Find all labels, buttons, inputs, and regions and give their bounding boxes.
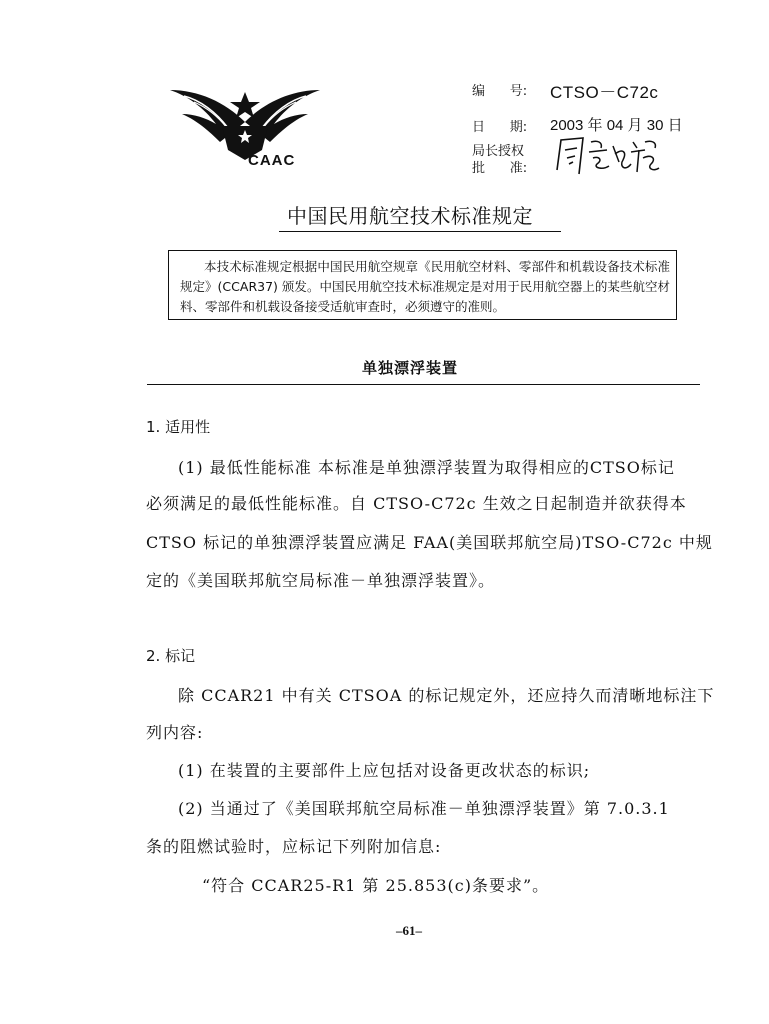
paragraph-line: “符合 CCAR25-R1 第 25.853(c)条要求”。 (202, 876, 550, 895)
paragraph-line: 条的阻燃试验时，应标记下列附加信息: (146, 837, 442, 856)
paragraph-line: 列内容: (146, 723, 204, 742)
intro-text: 本技术标准规定根据中国民用航空规章《民用航空材料、零部件和机载设备技术标准规定》(CCAR37) 颁发。中国民用航空技术标准规定是对用于民用航空器上的某些航空材料、零部件和机载设备接受适航审查时，必须遵守的准则。 (180, 259, 670, 314)
title-underline (279, 231, 561, 232)
paragraph-line: 必须满足的最低性能标准。自 CTSO-C72c 生效之日起制造并欲获得本 (146, 494, 687, 513)
paragraph-line: (1) 在装置的主要部件上应包括对设备更改状态的标识; (178, 761, 591, 780)
page-number: –61– (396, 923, 422, 938)
document-number: CTSO－C72c (550, 83, 659, 102)
approval-label-line2: 批 准: (472, 161, 528, 176)
heading-applicability: 1. 适用性 (146, 418, 211, 436)
org-name: CAAC (248, 152, 296, 169)
signature (553, 134, 663, 176)
heading-marking: 2. 标记 (146, 647, 196, 665)
section-rule (147, 384, 700, 385)
number-label: 编 号: (472, 84, 528, 99)
paragraph-line: (2) 当通过了《美国联邦航空局标准－单独漂浮装置》第 7.0.3.1 (178, 799, 670, 818)
approval-label-line1: 局长授权 (472, 144, 525, 159)
paragraph-line: 除 CCAR21 中有关 CTSOA 的标记规定外，还应持久而清晰地标注下 (178, 686, 715, 705)
paragraph-line: CTSO 标记的单独漂浮装置应满足 FAA(美国联邦航空局)TSO-C72c 中规 (146, 533, 713, 552)
paragraph-line: (1) 最低性能标准 本标准是单独漂浮装置为取得相应的CTSO标记 (178, 458, 675, 477)
caac-emblem-icon (170, 80, 320, 170)
date-label: 日 期: (472, 120, 528, 135)
paragraph-line: 定的《美国联邦航空局标准－单独漂浮装置》。 (146, 571, 496, 590)
section-title: 单独漂浮装置 (362, 359, 459, 377)
issue-date: 2003 年 04 月 30 日 (550, 117, 683, 134)
main-title: 中国民用航空技术标准规定 (287, 204, 533, 228)
